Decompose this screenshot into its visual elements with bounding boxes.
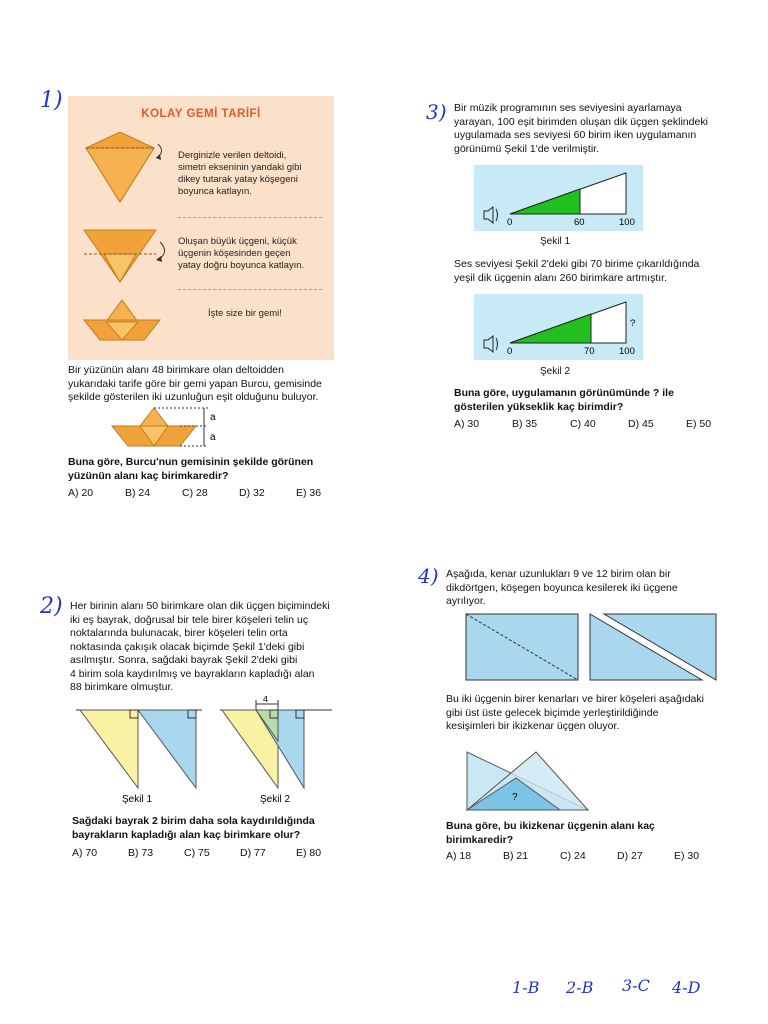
q2-question: Sağdaki bayrak 2 birim daha sola kaydırıldığında bayrakların kapladığı alan kaç birimkare olur? bbox=[72, 815, 315, 841]
option-a[interactable]: A) 20 bbox=[68, 487, 94, 499]
q3-options bbox=[454, 418, 744, 430]
step-divider bbox=[178, 289, 322, 290]
volume-figure-1 bbox=[474, 165, 643, 231]
volume-panel-2 bbox=[474, 294, 643, 360]
q4-body2: Bu iki üçgenin birer kenarları ve birer köşeleri aşağıdaki gibi üst üste gelecek biçimde yerleştirildiğinde kesişimleri bir ikizkenar üçgen oluyor. bbox=[446, 693, 704, 732]
q3-question: Buna göre, uygulamanın görünümünde ? ile gösterilen yükseklik kaç birimdir? bbox=[454, 387, 674, 413]
q4-rectangles-figure bbox=[464, 612, 724, 684]
option-a[interactable]: A) 18 bbox=[446, 850, 472, 862]
dim-label-a: a bbox=[210, 412, 216, 423]
q2-flags-figure bbox=[72, 696, 342, 808]
q4-overlap-figure bbox=[464, 750, 594, 814]
q4-options bbox=[446, 850, 731, 862]
q3-body: Bir müzik programının ses seviyesini ayarlamaya yarayan, 100 eşit birimden oluşan dik üçgen şeklindeki uygulamada ses seviyesi 60 birim iken uygulamanın görünümü Şekil 1'de verilmiştir. bbox=[454, 102, 708, 155]
dim-label-a: a bbox=[210, 432, 216, 443]
option-d[interactable]: D) 32 bbox=[239, 487, 265, 499]
question-number-3: 3) bbox=[426, 100, 447, 124]
answer-1: 1-B bbox=[512, 978, 540, 997]
option-d[interactable]: D) 45 bbox=[628, 418, 654, 430]
fig1-caption: Şekil 1 bbox=[122, 794, 153, 805]
option-d[interactable]: D) 77 bbox=[240, 847, 266, 859]
axis-end: 100 bbox=[619, 217, 635, 228]
option-c[interactable]: C) 40 bbox=[570, 418, 596, 430]
option-a[interactable]: A) 70 bbox=[72, 847, 98, 859]
question-number-4: 4) bbox=[418, 564, 439, 588]
recipe-card bbox=[68, 96, 334, 360]
step1-text: Derginizle verilen deltoidi, simetri ekseninin yandaki gibi dikey tutarak yatay köşegeni boyunca katlayın. bbox=[178, 150, 302, 197]
step2-text: Oluşan büyük üçgeni, küçük üçgenin köşesinden geçen yatay doğru boyunca katlayın. bbox=[178, 236, 305, 271]
q1-body: Bir yüzünün alanı 48 birimkare olan deltoidden yukarıdaki tarife göre bir gemi yapan Burcu, gemisinde şekilde gösterilen iki uzunluğun eşit olduğunu buluyor. bbox=[68, 364, 322, 403]
option-c[interactable]: C) 28 bbox=[182, 487, 208, 499]
q1-question: Buna göre, Burcu'nun gemisinin şekilde görünen yüzünün alanı kaç birimkaredir? bbox=[68, 456, 314, 482]
axis-mid: 70 bbox=[584, 346, 595, 357]
fig2-caption: Şekil 2 bbox=[540, 366, 571, 377]
q3-body2: Ses seviyesi Şekil 2'deki gibi 70 birime çıkarıldığında yeşil dik üçgenin alanı 260 birimkare artmıştır. bbox=[454, 258, 700, 284]
axis-zero: 0 bbox=[507, 217, 513, 228]
shift-label: 4 bbox=[263, 696, 269, 704]
volume-figure-2 bbox=[474, 294, 643, 360]
option-b[interactable]: B) 24 bbox=[125, 487, 151, 499]
option-c[interactable]: C) 75 bbox=[184, 847, 210, 859]
option-e[interactable]: E) 36 bbox=[296, 487, 322, 499]
option-c[interactable]: C) 24 bbox=[560, 850, 586, 862]
recipe-title: KOLAY GEMİ TARİFİ bbox=[141, 108, 261, 120]
paper-boat-figure bbox=[82, 296, 162, 346]
folded-triangle-figure bbox=[78, 224, 173, 288]
question-number-2: 2) bbox=[40, 594, 63, 619]
q1-options bbox=[68, 487, 353, 499]
option-b[interactable]: B) 35 bbox=[512, 418, 538, 430]
unknown-triangle-label: ? bbox=[512, 792, 518, 803]
kite-figure bbox=[78, 132, 168, 214]
answer-2: 2-B bbox=[566, 978, 594, 997]
axis-mid: 60 bbox=[574, 217, 585, 228]
q2-body: Her birinin alanı 50 birimkare olan dik üçgen biçimindeki iki eş bayrak, doğrusal bir tele birer köşeleri telin uç noktalarında bulunacak, birer köşeleri telin orta noktasında çakışık olacak biçimde Şekil 1'deki gibi asılmıştır. Sonra, sağdaki bayrak Şekil 2'deki gibi 4 birim sola kaydırılmış ve bayrakların kapladığı alan 88 birimkare olmuştur. bbox=[70, 600, 330, 693]
option-b[interactable]: B) 21 bbox=[503, 850, 529, 862]
question-number-1: 1) bbox=[40, 88, 63, 113]
step3-text: İşte size bir gemi! bbox=[208, 308, 282, 319]
option-b[interactable]: B) 73 bbox=[128, 847, 154, 859]
axis-zero: 0 bbox=[507, 346, 513, 357]
option-e[interactable]: E) 80 bbox=[296, 847, 322, 859]
option-a[interactable]: A) 30 bbox=[454, 418, 480, 430]
q1-boat-figure bbox=[110, 404, 230, 450]
unknown-height: ? bbox=[630, 318, 636, 329]
step-divider bbox=[178, 217, 322, 218]
q2-options bbox=[72, 847, 352, 859]
answer-4: 4-D bbox=[672, 978, 701, 997]
axis-end: 100 bbox=[619, 346, 635, 357]
q4-question: Buna göre, bu ikizkenar üçgenin alanı kaç birimkaredir? bbox=[446, 820, 655, 846]
option-d[interactable]: D) 27 bbox=[617, 850, 643, 862]
volume-panel-1 bbox=[474, 165, 643, 231]
option-e[interactable]: E) 50 bbox=[686, 418, 712, 430]
fig2-caption: Şekil 2 bbox=[260, 794, 291, 805]
answer-3: 3-C bbox=[622, 976, 650, 995]
q4-body: Aşağıda, kenar uzunlukları 9 ve 12 birim olan bir dikdörtgen, köşegen boyunca kesilerek iki üçgene ayrılıyor. bbox=[446, 568, 678, 607]
fig1-caption: Şekil 1 bbox=[540, 236, 571, 247]
option-e[interactable]: E) 30 bbox=[674, 850, 700, 862]
